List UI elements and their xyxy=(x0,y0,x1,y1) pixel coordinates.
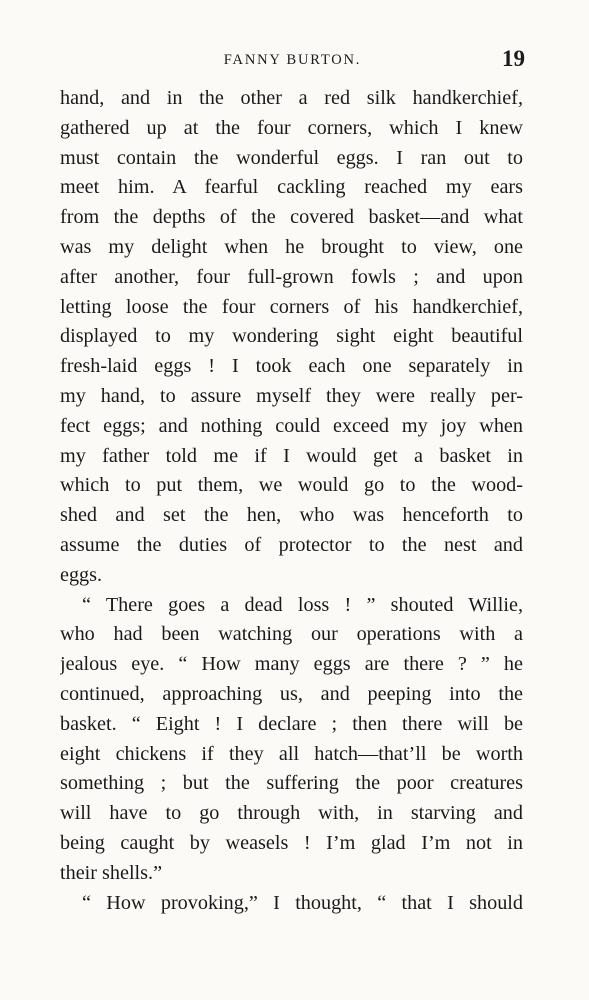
page-number: 19 xyxy=(502,46,525,71)
text-line: “ There goes a dead loss ! ” shouted Willie, xyxy=(82,593,523,616)
text-line: my hand, to assure myself they were really per- xyxy=(60,384,523,407)
text-line: assume the duties of protector to the nest and xyxy=(60,533,523,556)
text-line: meet him. A fearful cackling reached my ears xyxy=(60,176,523,199)
text-line: eggs. xyxy=(60,563,103,586)
text-line: who had been watching our operations with a xyxy=(60,623,523,646)
text-line: being caught by weasels ! I’m glad I’m not in xyxy=(60,831,523,854)
text-line: will have to go through with, in starving and xyxy=(60,802,523,825)
text-line: continued, approaching us, and peeping into the xyxy=(60,682,523,705)
text-line: which to put them, we would go to the wood- xyxy=(60,474,523,497)
body-text xyxy=(60,84,523,918)
text-line: must contain the wonderful eggs. I ran out to xyxy=(60,146,523,169)
text-line: after another, four full-grown fowls ; and upon xyxy=(60,265,523,288)
text-line: “ How provoking,” I thought, “ that I should xyxy=(82,891,523,914)
text-line: hand, and in the other a red silk handkerchief, xyxy=(60,87,523,109)
text-line: was my delight when he brought to view, one xyxy=(60,235,523,258)
text-line: something ; but the suffering the poor creatures xyxy=(60,772,523,795)
text-line: letting loose the four corners of his handkerchief, xyxy=(60,295,523,318)
text-line: gathered up at the four corners, which I knew xyxy=(60,116,523,139)
text-line: eight chickens if they all hatch—that’ll be worth xyxy=(60,742,523,765)
text-line: from the depths of the covered basket—and what xyxy=(60,206,523,229)
text-line: displayed to my wondering sight eight beautiful xyxy=(60,325,523,348)
text-line: their shells.” xyxy=(60,861,163,884)
text-line: basket. “ Eight ! I declare ; then there will be xyxy=(60,712,523,735)
text-line: jealous eye. “ How many eggs are there ? ” he xyxy=(60,653,523,676)
text-line: my father told me if I would get a basket in xyxy=(60,444,523,467)
running-title: FANNY BURTON. xyxy=(223,52,362,68)
text-line: shed and set the hen, who was henceforth to xyxy=(60,504,523,527)
text-line: fresh-laid eggs ! I took each one separately in xyxy=(60,355,523,378)
running-head xyxy=(60,46,525,76)
text-line: fect eggs; and nothing could exceed my joy when xyxy=(60,414,523,437)
